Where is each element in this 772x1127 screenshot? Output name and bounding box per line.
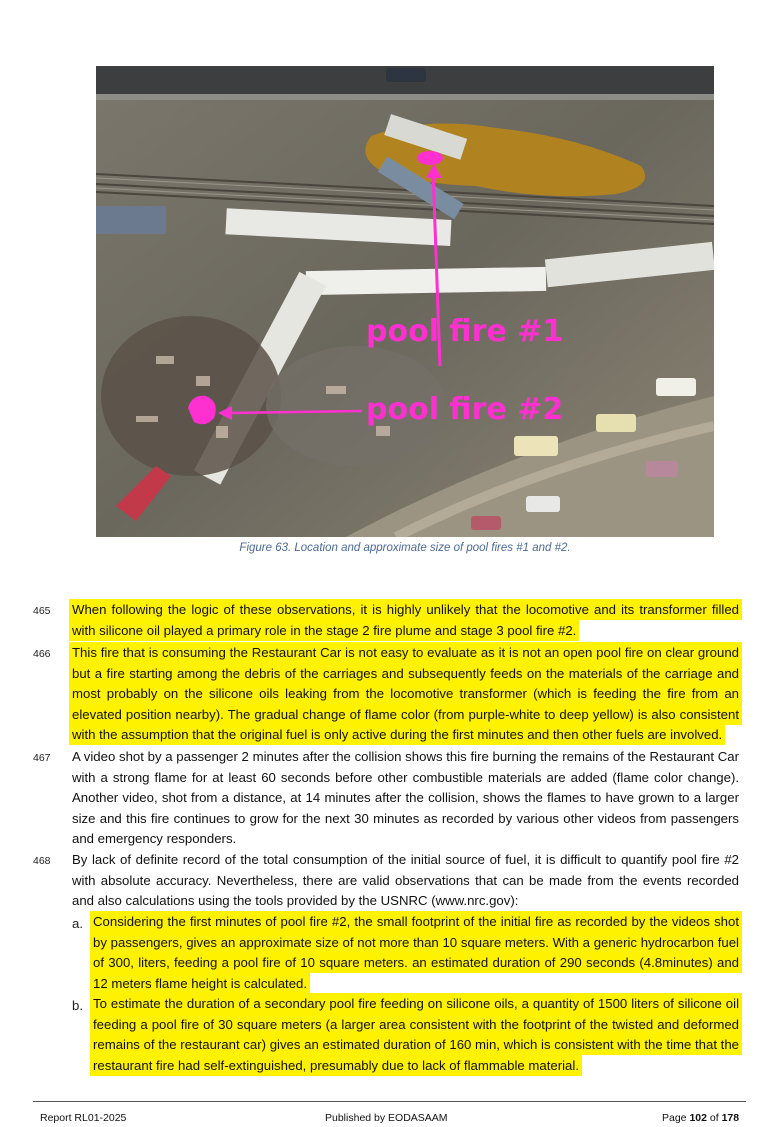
pool-fire-2-label: pool fire #2	[366, 392, 564, 427]
paragraph-465	[72, 600, 739, 641]
highlighted-text: This fire that is consuming the Restaurant Car is not easy to evaluate as it is not an open pool fire on clear ground but a fire starting among the debris of the carriages and subsequently feeds on the materials of the carriage and most probably on the silicone oils leaking from the locomotive transformer (which is feeding the fire from an elevated position nearby). The gradual change of flame color (from purple-white to deep yellow) is also consistent with the assumption that the original fuel is only active during the first minutes and then other fuels are involved.	[72, 645, 739, 743]
footer-page-number	[662, 1112, 739, 1124]
page-total: 178	[721, 1112, 740, 1124]
paragraph-number: 466	[33, 648, 51, 660]
paragraph-468: By lack of definite record of the total consumption of the initial source of fuel, it is difficult to quantify pool fire #2 with absolute accuracy. Nevertheless, there are valid observations that can be made from the events recorded and also calculations using the tools provided by the USNRC (www.nrc.gov):	[72, 852, 739, 909]
footer-divider	[33, 1101, 746, 1102]
page-current: 102	[689, 1112, 707, 1124]
pool-fire-1-label: pool fire #1	[366, 314, 564, 349]
sub-item-a	[93, 912, 739, 994]
aerial-photo	[96, 66, 714, 537]
sub-item-letter: b.	[72, 998, 83, 1013]
footer-publisher: Published by EODASAAM	[325, 1112, 448, 1124]
figure-caption: Figure 63. Location and approximate size of pool fires #1 and #2.	[239, 542, 571, 554]
highlighted-text: Considering the first minutes of pool fire #2, the small footprint of the initial fire as recorded by the videos shot by passengers, gives an approximate size of not more than 10 square meters. With a generic hydrocarbon fuel of 300, liters, feeding a pool fire of 10 square meters. an estimated duration of 290 seconds (4.8minutes) and 12 meters flame height is calculated.	[93, 914, 739, 991]
highlighted-text: To estimate the duration of a secondary pool fire feeding on silicone oils, a quantity of 1500 liters of silicone oil feeding a pool fire of 30 square meters (a larger area consistent with the footprint of the twisted and deformed remains of the restaurant car) gives an estimated duration of 160 min, which is consistent with the time that the restaurant fire had self-extinguished, presumably due to lack of flammable material.	[93, 996, 739, 1073]
page-of: of	[709, 1112, 719, 1124]
page-prefix: Page	[662, 1112, 687, 1124]
paragraph-467: A video shot by a passenger 2 minutes after the collision shows this fire burning the remains of the Restaurant Car with a strong flame for at least 60 seconds before other combustible materials are added (flame color change). Another video, shot from a distance, at 14 minutes after the collision, shows the flames to have grown to a larger size and this fire continues to grow for the next 30 minutes as recorded by various other videos from passengers and emergency responders.	[72, 749, 739, 847]
paragraph-number: 467	[33, 752, 51, 764]
highlighted-text: When following the logic of these observations, it is highly unlikely that the locomotive and its transformer filled with silicone oil played a primary role in the stage 2 fire plume and stage 3 pool fire #2.	[72, 602, 739, 638]
paragraph-number: 468	[33, 855, 51, 867]
paragraph-466	[72, 643, 739, 746]
sub-item-b	[93, 994, 739, 1076]
paragraph-number: 465	[33, 605, 51, 617]
sub-item-letter: a.	[72, 916, 83, 931]
footer-report-id: Report RL01-2025	[40, 1112, 127, 1124]
